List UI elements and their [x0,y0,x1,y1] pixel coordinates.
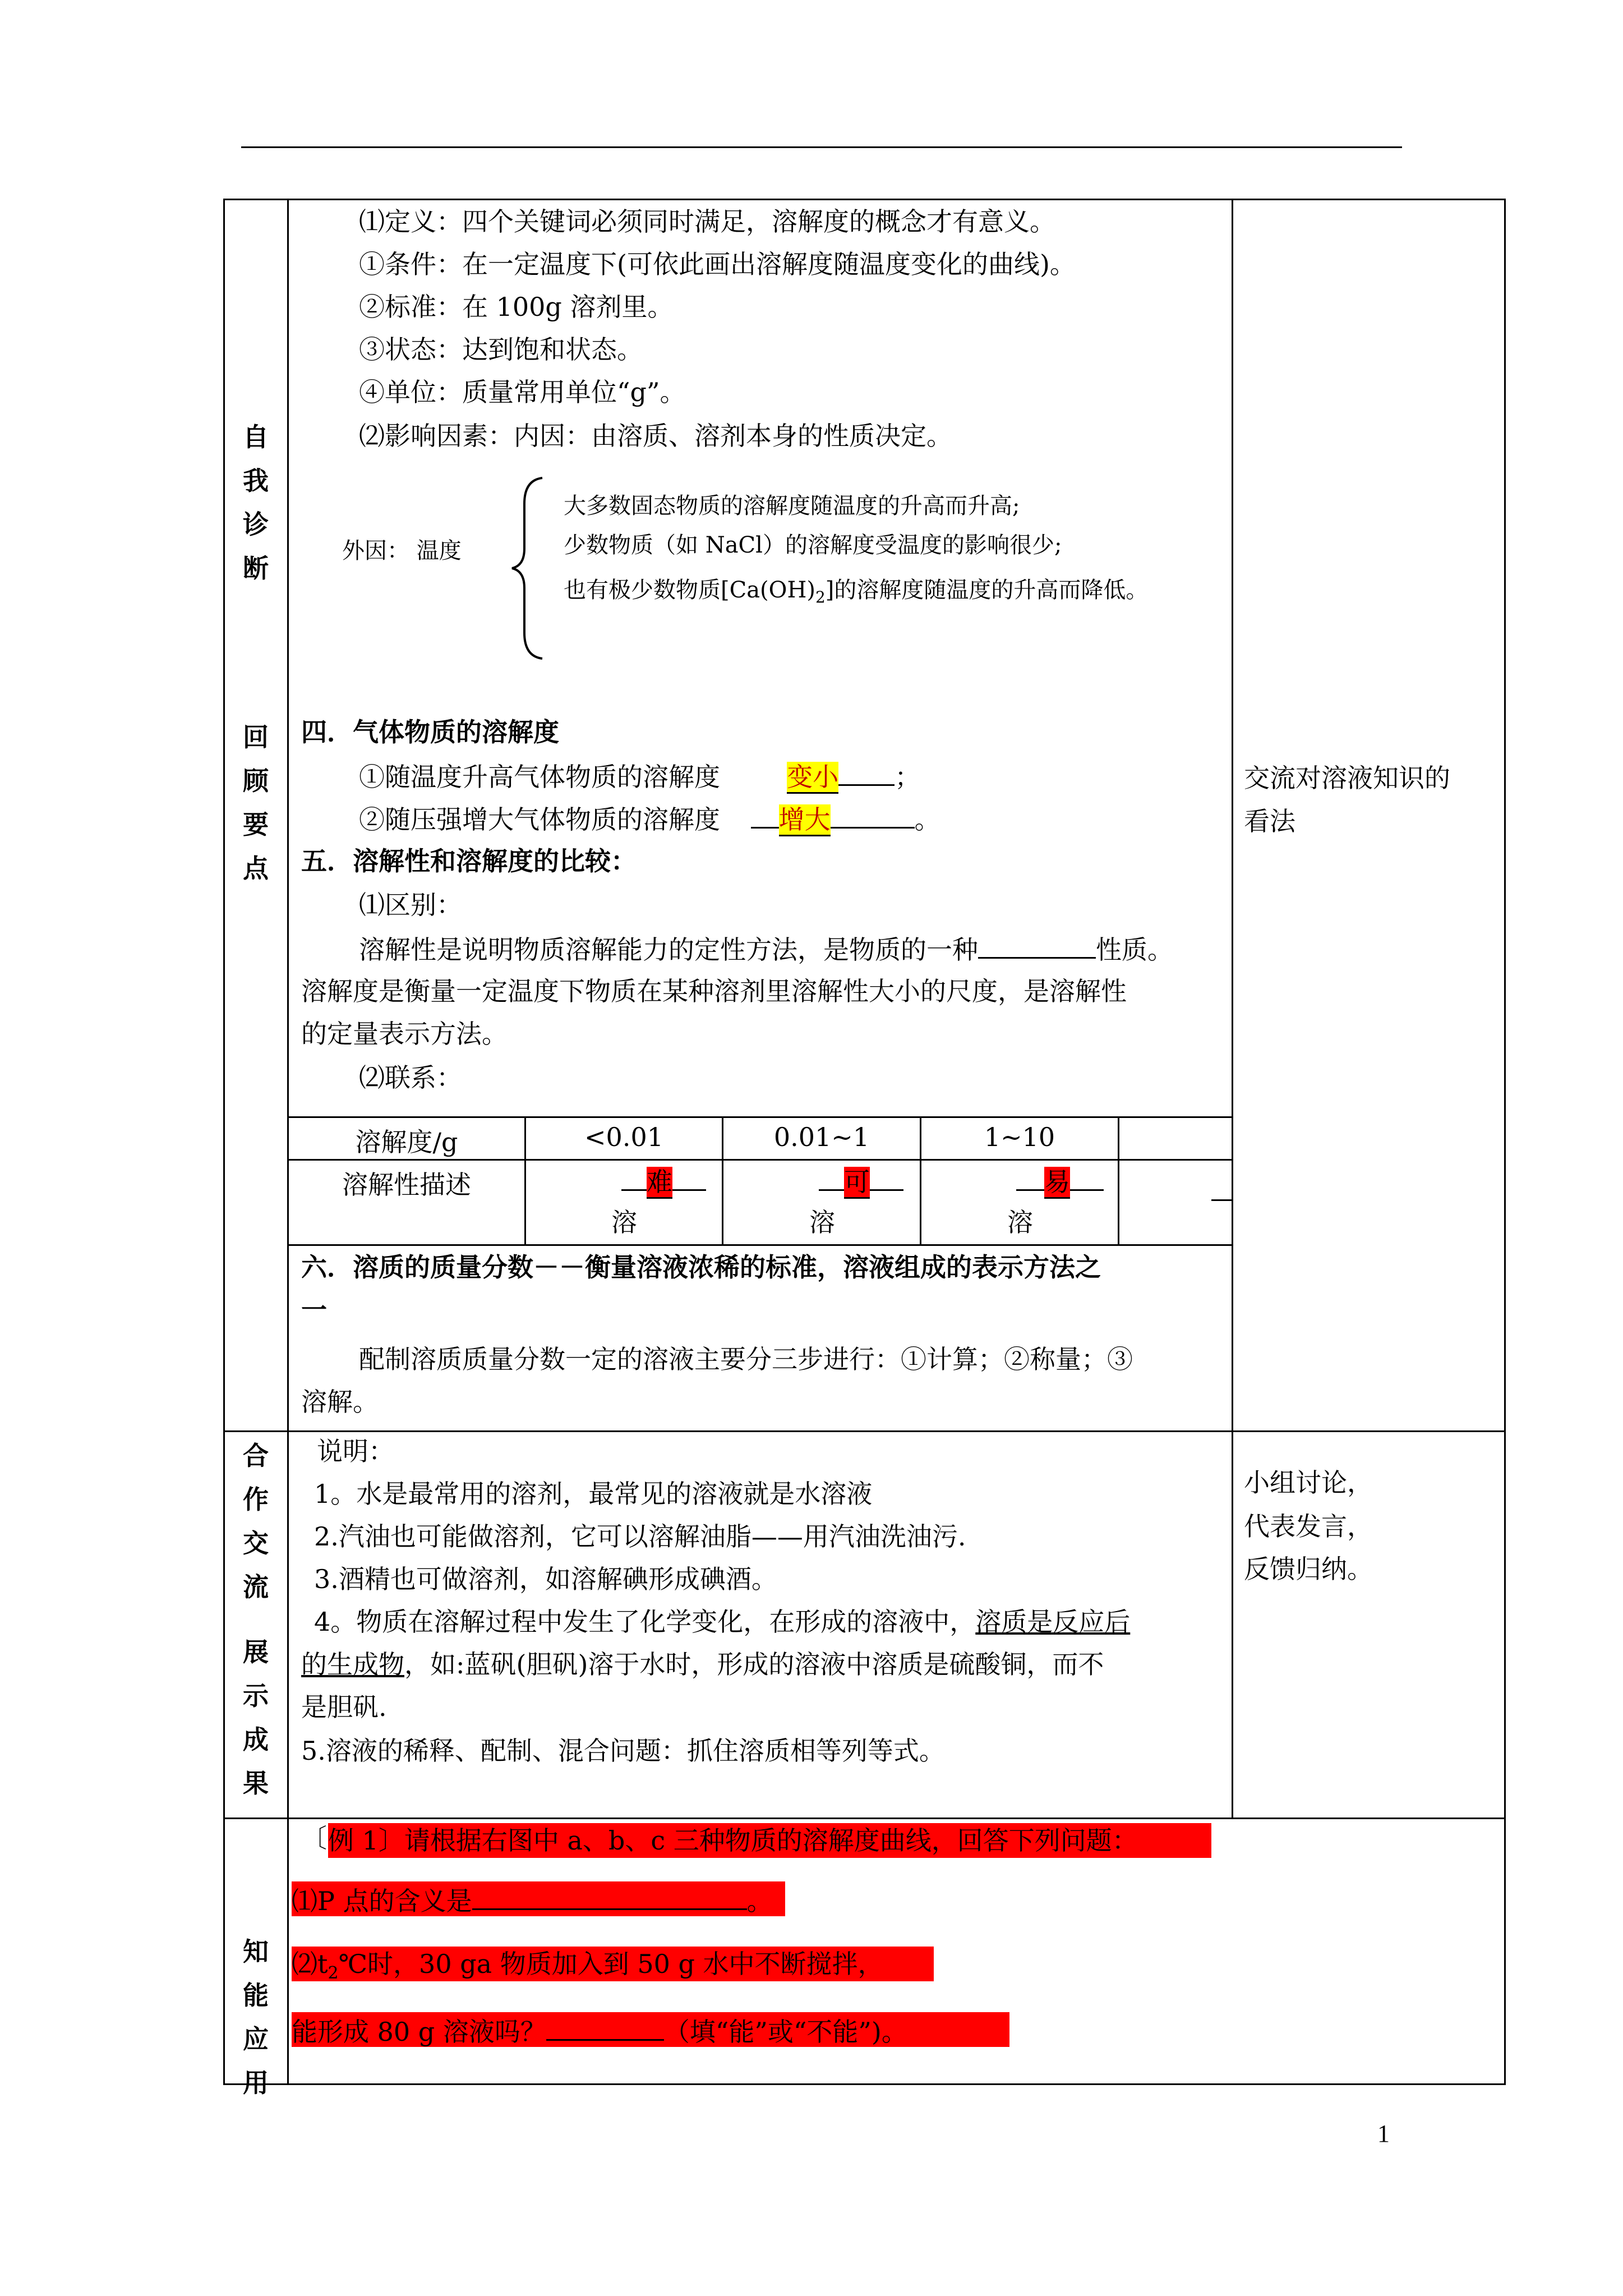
note-line: 小组讨论， [1244,1467,1373,1498]
table-border-note-col [1232,199,1233,1818]
definition-standard: ②标准：在 100g 溶剂里。 [359,292,674,322]
cooperation-intro: 说明： [317,1436,394,1466]
answer-blank [1016,1165,1044,1191]
item3-sub: 2 [815,588,826,606]
answer-blank [751,802,779,829]
answer-blank [1070,1165,1104,1191]
cooperation-item-cont: 是胆矾. [301,1692,387,1722]
cooperation-item [314,1607,1130,1637]
item4-a: 4。物质在溶解过程中发生了化学变化，在形成的溶液中， [314,1607,976,1637]
cooperation-item: 3.酒精也可做溶剂，如溶解碘形成碘酒。 [314,1564,777,1594]
curly-brace-icon [508,476,547,661]
compare-difference-label: ⑴区别： [359,890,462,920]
q3-b: （填“能”或“不能”)。 [663,2017,907,2047]
subtable-cell-range: <0.01 [584,1122,663,1152]
answer-blank [819,1165,844,1191]
compare-paragraph: 溶解度是衡量一定温度下物质在某种溶剂里溶解性大小的尺度，是溶解性 [301,976,1127,1006]
item3-suffix: ]的溶解度随温度的升高而降低。 [825,577,1149,603]
definition-line: ⑴定义：四个关键词必须同时满足，溶解度的概念才有意义。 [359,206,1055,237]
gas-line1-text: ①随温度升高气体物质的溶解度 [359,762,720,792]
answer-insoluble: 难 [647,1167,672,1199]
mass-fraction-heading-cont: 一 [301,1295,327,1325]
table-row-divider-2 [223,1818,1506,1819]
label-char: 示 [243,1681,269,1711]
label-char: 自 [243,422,269,452]
answer-blank [621,1165,647,1191]
q1-b: 。 [746,1886,773,1916]
note-line: 代表发言， [1244,1511,1373,1542]
question-2 [292,1947,934,1984]
label-char: 成 [243,1724,269,1755]
mass-fraction-paragraph: 配制溶质质量分数一定的溶液主要分三步进行：①计算；②称量；③ [359,1344,1133,1374]
subtable-bottom [287,1244,1232,1246]
definition-condition: ①条件：在一定温度下(可依此画出溶解度随温度变化的曲线)。 [359,249,1076,279]
subtable-suffix: 溶 [1007,1207,1033,1237]
subtable-cell-range: 1~10 [984,1122,1055,1152]
q2-sub: 2 [328,1963,339,1984]
gas-answer-increase: 增大 [779,804,831,836]
cooperation-item: 5.溶液的稀释、配制、混合问题：抓住溶质相等列等式。 [301,1736,945,1766]
label-char: 点 [243,853,269,884]
label-cooperation [224,1434,287,1609]
q2-a: ⑵t [292,1949,328,1979]
page-number: 1 [1377,2120,1390,2147]
subtable-answer-cell [621,1165,706,1198]
gas-line2-text: ②随压强增大气体物质的溶解度 [359,804,720,835]
table-border-bottom [223,2083,1506,2085]
label-char: 合 [243,1441,269,1471]
label-char: 流 [243,1572,269,1602]
subtable-answer-cell [1016,1165,1104,1198]
subtable-mid [287,1159,1232,1161]
compare-p1-a: 溶解性是说明物质溶解能力的定性方法，是物质的一种 [359,935,978,965]
example-prefix: 〔 [301,1823,327,1853]
external-factor-label: 外因： 温度 [342,538,462,564]
subtable-suffix: 溶 [611,1207,637,1237]
label-char: 应 [243,2024,269,2054]
external-factor-item: 少数物质（如 NaCl）的溶解度受温度的影响很少; [564,532,1062,558]
subtable-top [287,1116,1232,1118]
compare-link-label: ⑵联系： [359,1062,462,1093]
compare-p1-b: 性质。 [1096,935,1173,965]
answer-blank [1211,1175,1232,1201]
label-char: 诊 [243,509,269,540]
item4-underlined: 溶质是反应后 [975,1607,1131,1637]
subtable-answer-cell [819,1165,903,1198]
answer-blank [831,802,915,829]
note-line: 反馈归纳。 [1244,1554,1373,1584]
gas-heading: 四．气体物质的溶解度 [301,717,559,747]
definition-state: ③状态：达到饱和状态。 [359,334,643,365]
label-char: 知 [243,1936,269,1967]
label-char: 展 [243,1637,269,1667]
answer-blank [838,760,895,786]
label-application [224,1930,287,2105]
subtable-col [1118,1116,1119,1245]
cooperation-item: 1。水是最常用的溶剂，最常见的溶液就是水溶液 [314,1479,873,1509]
q1-a: ⑴P 点的含义是 [292,1886,472,1916]
item3-prefix: 也有极少数物质[Ca(OH) [564,577,815,603]
subtable-cell-range: 0.01~1 [773,1122,870,1152]
answer-blank [870,1165,903,1191]
note-line: 交流对溶液知识的 [1244,763,1450,793]
note-line: 看法 [1244,806,1295,836]
answer-easily-soluble: 易 [1044,1167,1070,1199]
answer-blank [472,1881,747,1910]
mass-fraction-heading: 六．溶质的质量分数－－衡量溶液浓稀的标准，溶液组成的表示方法之 [301,1252,1101,1282]
label-show-results [224,1630,287,1805]
gas-line-pressure [359,802,940,835]
label-review-points [224,715,287,890]
cooperation-item: 2.汽油也可能做溶剂，它可以溶解油脂——用汽油洗油污. [314,1521,966,1552]
cooperation-item-cont [301,1649,1104,1680]
label-char: 交 [243,1528,269,1558]
example-line: 例 1〕请根据右图中 a、b、c 三种物质的溶解度曲线，回答下列问题： [328,1823,1211,1858]
label-char: 要 [243,809,269,840]
gas-line-temperature [359,760,920,793]
item4-underlined: 的生成物 [301,1649,404,1680]
external-factor-item: 大多数固态物质的溶解度随温度的升高而升高; [564,493,1020,519]
gas-line1-end: ； [895,762,921,792]
compare-heading: 五．溶解性和溶解度的比较： [301,846,637,876]
subtable-header-description: 溶解性描述 [342,1170,471,1200]
table-border-top [223,199,1506,200]
compare-paragraph: 的定量表示方法。 [301,1019,508,1049]
external-factor-item [564,577,1148,607]
influence-factors: ⑵影响因素：内因：由溶质、溶剂本身的性质决定。 [359,421,952,451]
label-char: 果 [243,1768,269,1798]
answer-soluble: 可 [844,1167,870,1199]
label-char: 回 [243,722,269,752]
subtable-suffix: 溶 [809,1207,835,1237]
question-1 [292,1881,785,1916]
q2-b: ℃时，30 ga 物质加入到 50 g 水中不断搅拌， [338,1949,884,1979]
answer-blank [546,2012,664,2041]
answer-blank [978,932,1096,959]
mass-fraction-paragraph: 溶解。 [301,1387,379,1417]
q3-a: 能形成 80 g 溶液吗？ [292,2017,546,2047]
label-self-diagnosis [224,415,287,590]
question-3 [292,2012,1009,2047]
label-char: 断 [243,553,269,583]
label-char: 我 [243,466,269,496]
gas-answer-decrease: 变小 [787,762,838,794]
label-char: 用 [243,2068,269,2098]
table-border-right [1504,199,1506,2085]
subtable-header-solubility: 溶解度/g [355,1127,458,1157]
item4-b: ，如:蓝矾(胆矾)溶于水时，形成的溶液中溶质是硫酸铜，而不 [404,1649,1104,1680]
table-row-divider-1 [223,1430,1506,1432]
gas-line2-end: 。 [914,804,940,835]
header-rule [241,146,1402,148]
answer-blank [672,1165,706,1191]
label-char: 作 [243,1484,269,1515]
compare-paragraph [359,932,1173,965]
definition-unit: ④单位：质量常用单位“g”。 [359,377,686,407]
label-char: 顾 [243,766,269,796]
label-char: 能 [243,1980,269,2010]
